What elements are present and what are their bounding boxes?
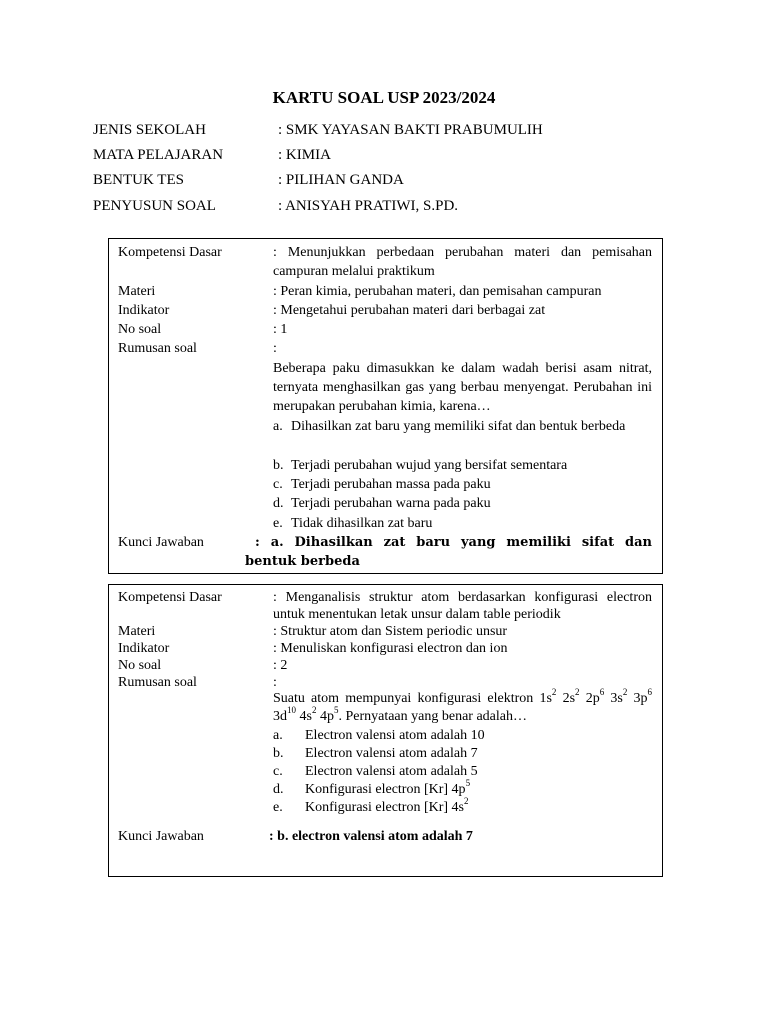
stem-intro: Suatu atom mempunyai konfigurasi elektron xyxy=(273,691,534,706)
label-rumusan-soal: Rumusan soal xyxy=(118,675,197,690)
answer-key: : a. Dihasilkan zat baru yang memiliki sifat dan bentuk berbeda xyxy=(245,535,652,569)
option-d xyxy=(273,494,652,513)
option-marker: d. xyxy=(273,496,284,511)
option-text: Electron valensi atom adalah 7 xyxy=(305,746,478,761)
config-term: $3s^2$ xyxy=(610,687,628,706)
option-text: Electron valensi atom adalah 5 xyxy=(305,764,478,779)
value-kompetensi-dasar: : Menunjukkan perbedaan perubahan materi dan pemisahan campuran melalui praktikum xyxy=(273,245,652,279)
header-value: : KIMIA xyxy=(278,147,331,163)
option-marker: b. xyxy=(273,746,284,761)
header-label: MATA PELAJARAN xyxy=(93,147,224,163)
option-text: Terjadi perubahan massa pada paku xyxy=(291,477,491,492)
header-label: BENTUK TES xyxy=(93,172,184,188)
option-d xyxy=(273,780,652,798)
option-marker: a. xyxy=(273,419,283,434)
option-marker: e. xyxy=(273,516,283,531)
option-a xyxy=(273,726,652,744)
question-card-2 xyxy=(108,584,663,877)
config-term: $1s^2$ xyxy=(539,687,557,706)
config-term: $2p^6$ xyxy=(585,687,605,706)
label-materi: Materi xyxy=(118,624,156,639)
question-stem xyxy=(273,687,653,726)
label-kunci-jawaban: Kunci Jawaban xyxy=(118,535,204,550)
header-value: : ANISYAH PRATIWI, S.PD. xyxy=(278,198,459,214)
label-kunci-jawaban: Kunci Jawaban xyxy=(118,829,204,844)
value-indikator: : Mengetahui perubahan materi dari berbagai zat xyxy=(273,303,546,318)
option-marker: c. xyxy=(273,764,283,779)
option-c xyxy=(273,475,652,494)
option-marker: d. xyxy=(273,782,284,797)
answer-key: : b. electron valensi atom adalah 7 xyxy=(269,829,473,844)
header-value: : SMK YAYASAN BAKTI PRABUMULIH xyxy=(278,122,543,138)
label-indikator: Indikator xyxy=(118,303,170,318)
label-kompetensi-dasar: Kompetensi Dasar xyxy=(118,245,222,260)
config-term: $2s^2$ xyxy=(562,687,580,706)
option-text: Tidak dihasilkan zat baru xyxy=(291,516,433,531)
label-kompetensi-dasar: Kompetensi Dasar xyxy=(118,590,222,605)
value-kompetensi-dasar: : Menganalisis struktur atom berdasarkan konfigurasi electron untuk menentukan letak unsur dalam table periodik xyxy=(273,590,652,622)
stem-end: . Pernyataan yang benar adalah… xyxy=(338,709,527,724)
option-text: Dihasilkan zat baru yang memiliki sifat dan bentuk berbeda xyxy=(291,419,626,434)
option-marker: e. xyxy=(273,800,283,815)
value-materi: : Struktur atom dan Sistem periodic unsur xyxy=(273,624,508,639)
value-no-soal: : 1 xyxy=(273,322,288,337)
value-rumusan-colon: : xyxy=(273,341,277,356)
header-label: PENYUSUN SOAL xyxy=(93,198,216,214)
option-c xyxy=(273,762,652,780)
value-indikator: : Menuliskan konfigurasi electron dan ion xyxy=(273,641,508,656)
option-text: Terjadi perubahan wujud yang bersifat sementara xyxy=(291,458,568,473)
config-term: $3p^6$ xyxy=(633,687,653,706)
option-text: Konfigurasi electron [Kr] $4p^5$ xyxy=(305,778,471,797)
label-rumusan-soal: Rumusan soal xyxy=(118,341,197,356)
config-term: $3d^{10}$ xyxy=(273,705,296,724)
label-no-soal: No soal xyxy=(118,658,162,673)
question-card-1 xyxy=(108,238,663,574)
config-term: $4s^2$ xyxy=(299,705,317,724)
header-value: : PILIHAN GANDA xyxy=(278,172,404,188)
question-stem: Beberapa paku dimasukkan ke dalam wadah berisi asam nitrat, ternyata menghasilkan gas yang berbau menyengat. Perubahan ini merupakan perubahan kimia, karena… xyxy=(273,361,652,414)
option-b xyxy=(273,456,652,475)
value-rumusan-colon: : xyxy=(273,675,277,690)
header-label: JENIS SEKOLAH xyxy=(93,122,206,138)
value-no-soal: : 2 xyxy=(273,658,288,673)
option-marker: b. xyxy=(273,458,284,473)
option-text: Electron valensi atom adalah 10 xyxy=(305,728,485,743)
option-text: Konfigurasi electron [Kr] $4s^2$ xyxy=(305,796,469,815)
option-marker: c. xyxy=(273,477,283,492)
option-e xyxy=(273,798,652,816)
label-no-soal: No soal xyxy=(118,322,162,337)
option-marker: a. xyxy=(273,728,283,743)
option-e xyxy=(273,514,652,533)
label-materi: Materi xyxy=(118,284,156,299)
config-term: $4p^5$ xyxy=(319,705,339,724)
page-title: KARTU SOAL USP 2023/2024 xyxy=(272,88,496,107)
option-b xyxy=(273,744,652,762)
value-materi: : Peran kimia, perubahan materi, dan pemisahan campuran xyxy=(273,284,602,299)
label-indikator: Indikator xyxy=(118,641,170,656)
option-text: Terjadi perubahan warna pada paku xyxy=(291,496,491,511)
option-a xyxy=(273,417,652,455)
